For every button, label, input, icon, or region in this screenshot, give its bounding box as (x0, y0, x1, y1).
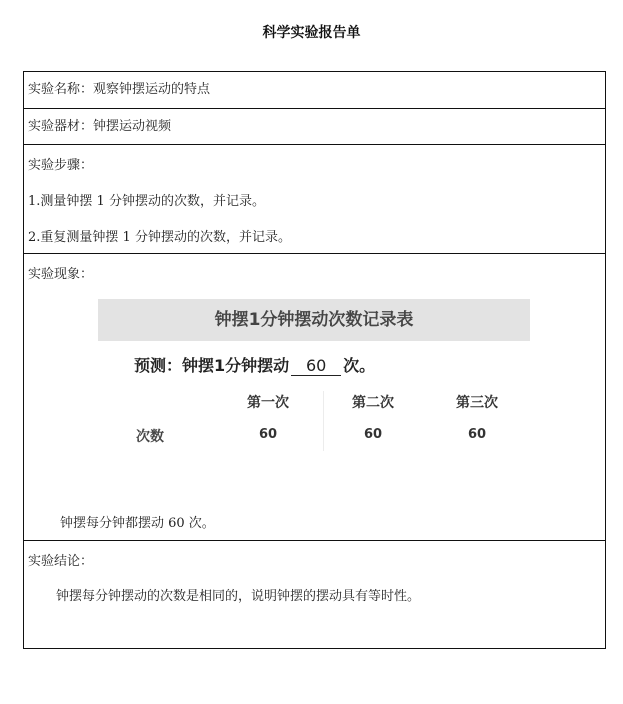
prediction-suffix: 次。 (343, 356, 376, 375)
column-header-first: 第一次 (247, 395, 289, 411)
experiment-name-row (24, 72, 605, 108)
phenomenon-heading: 实验现象： (28, 267, 94, 282)
conclusion-text: 钟摆每分钟摆动的次数是相同的，说明钟摆的摆动具有等时性。 (56, 589, 421, 604)
experiment-equipment-row (24, 108, 605, 144)
count-value-second: 60 (363, 427, 383, 442)
prediction-prefix: 预测：钟摆1分钟摆动 (134, 356, 290, 375)
count-value-third: 60 (467, 427, 487, 442)
conclusion-heading: 实验结论： (28, 554, 94, 569)
column-header-third: 第三次 (456, 395, 498, 411)
prediction-line (134, 353, 375, 376)
experiment-phenomenon-row (24, 253, 605, 540)
record-table-title: 钟摆1分钟摆动次数记录表 (98, 299, 530, 341)
row-label-count: 次数 (136, 429, 164, 445)
steps-heading: 实验步骤： (28, 158, 94, 173)
prediction-value: 60 (291, 356, 341, 376)
record-table-image (98, 299, 530, 479)
experiment-conclusion-row (24, 540, 605, 648)
page-title: 科学实验报告单 (262, 25, 361, 41)
observation-text: 钟摆每分钟都摆动 60 次。 (60, 516, 215, 531)
column-separator (323, 391, 324, 451)
step-item-2: 2.重复测量钟摆 1 分钟摆动的次数，并记录。 (28, 230, 291, 245)
column-header-second: 第二次 (352, 395, 394, 411)
experiment-equipment-text: 实验器材：钟摆运动视频 (28, 119, 172, 134)
count-value-first: 60 (258, 427, 278, 442)
report-table (23, 71, 606, 649)
experiment-steps-row (24, 144, 605, 253)
step-item-1: 1.测量钟摆 1 分钟摆动的次数，并记录。 (28, 194, 265, 209)
experiment-name-text: 实验名称：观察钟摆运动的特点 (28, 82, 211, 97)
